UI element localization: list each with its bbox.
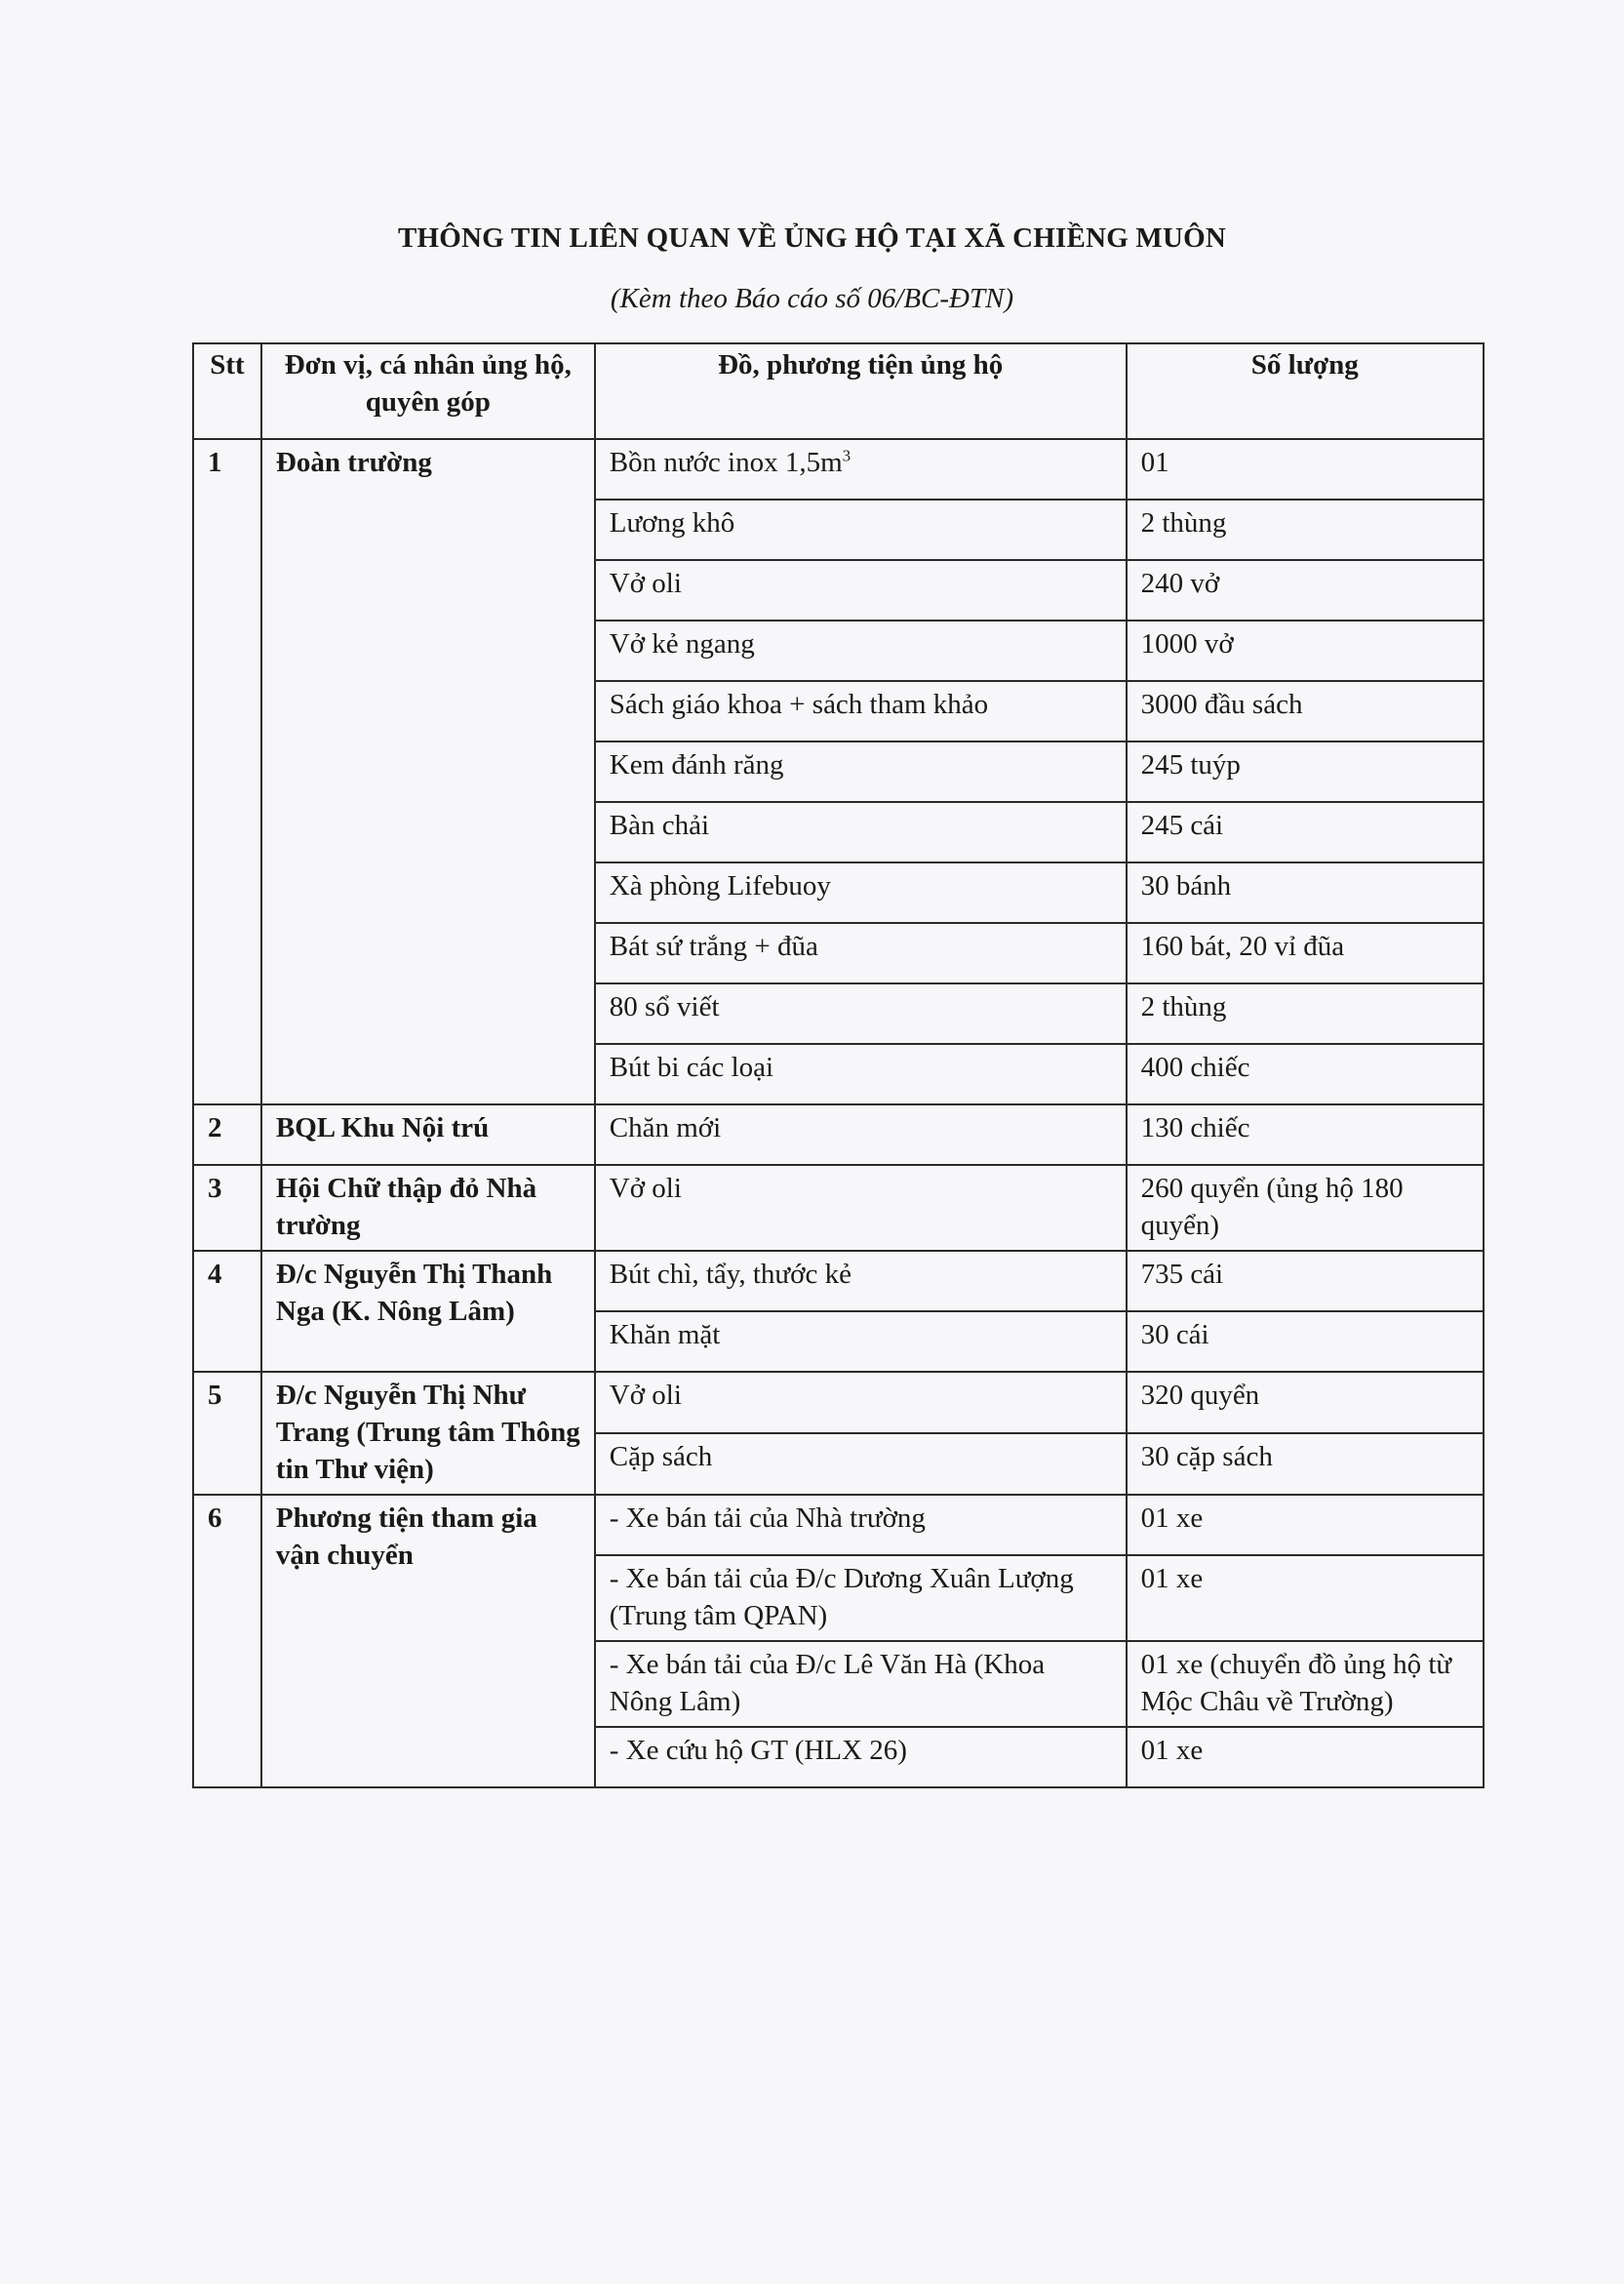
- table-row: [193, 1495, 1484, 1555]
- table-row: [193, 1104, 1484, 1165]
- row-unit: Đoàn trường: [261, 439, 595, 1104]
- row-quantity: 01: [1127, 439, 1484, 500]
- table-row: [193, 439, 1484, 500]
- donation-table: [192, 342, 1485, 1788]
- row-item: [595, 439, 1127, 500]
- row-unit: Đ/c Nguyễn Thị Như Trang (Trung tâm Thông tin Thư viện): [261, 1372, 595, 1495]
- table-row: [193, 1251, 1484, 1311]
- document-subtitle: (Kèm theo Báo cáo số 06/BC-ĐTN): [610, 283, 1014, 314]
- table-header-row: [193, 343, 1484, 439]
- row-quantity: 1000 vở: [1127, 621, 1484, 681]
- row-item: Vở oli: [595, 1372, 1127, 1433]
- row-quantity: 130 chiếc: [1127, 1104, 1484, 1165]
- row-item: Bàn chải: [595, 802, 1127, 862]
- row-quantity: 01 xe: [1127, 1727, 1484, 1787]
- table-row: [193, 1372, 1484, 1433]
- row-item: Vở oli: [595, 560, 1127, 621]
- row-quantity: 30 bánh: [1127, 862, 1484, 923]
- row-quantity: 01 xe: [1127, 1555, 1484, 1641]
- row-quantity: 3000 đầu sách: [1127, 681, 1484, 741]
- row-item: Bút bi các loại: [595, 1044, 1127, 1104]
- header-item: Đồ, phương tiện ủng hộ: [595, 343, 1127, 439]
- row-item: 80 sổ viết: [595, 983, 1127, 1044]
- row-item: Lương khô: [595, 500, 1127, 560]
- row-item: Cặp sách: [595, 1433, 1127, 1495]
- row-item: Xà phòng Lifebuoy: [595, 862, 1127, 923]
- header-stt: Stt: [193, 343, 261, 439]
- row-item-superscript: 3: [842, 446, 852, 465]
- row-quantity: 320 quyển: [1127, 1372, 1484, 1433]
- row-quantity: 735 cái: [1127, 1251, 1484, 1311]
- row-item: Kem đánh răng: [595, 741, 1127, 802]
- row-stt: 1: [193, 439, 261, 1104]
- row-quantity: 240 vở: [1127, 560, 1484, 621]
- row-quantity: 245 tuýp: [1127, 741, 1484, 802]
- row-quantity: 01 xe (chuyển đồ ủng hộ từ Mộc Châu về Trường): [1127, 1641, 1484, 1727]
- row-quantity: 01 xe: [1127, 1495, 1484, 1555]
- row-quantity: 2 thùng: [1127, 500, 1484, 560]
- header-unit: Đơn vị, cá nhân ủng hộ, quyên góp: [261, 343, 595, 439]
- row-stt: 4: [193, 1251, 261, 1372]
- row-item: - Xe bán tải của Đ/c Dương Xuân Lượng (Trung tâm QPAN): [595, 1555, 1127, 1641]
- row-quantity: 160 bát, 20 vỉ đũa: [1127, 923, 1484, 983]
- row-quantity: 260 quyển (ủng hộ 180 quyển): [1127, 1165, 1484, 1251]
- row-item: Chăn mới: [595, 1104, 1127, 1165]
- row-quantity: 400 chiếc: [1127, 1044, 1484, 1104]
- header-quantity: Số lượng: [1127, 343, 1484, 439]
- row-stt: 2: [193, 1104, 261, 1165]
- row-unit: Đ/c Nguyễn Thị Thanh Nga (K. Nông Lâm): [261, 1251, 595, 1372]
- row-item: - Xe bán tải của Đ/c Lê Văn Hà (Khoa Nông Lâm): [595, 1641, 1127, 1727]
- row-item: Vở oli: [595, 1165, 1127, 1251]
- row-item: - Xe cứu hộ GT (HLX 26): [595, 1727, 1127, 1787]
- row-item: - Xe bán tải của Nhà trường: [595, 1495, 1127, 1555]
- row-unit: Phương tiện tham gia vận chuyển: [261, 1495, 595, 1787]
- row-item-text: Bồn nước inox 1,5m: [609, 447, 843, 478]
- row-unit: BQL Khu Nội trú: [261, 1104, 595, 1165]
- row-stt: 6: [193, 1495, 261, 1787]
- document-title: THÔNG TIN LIÊN QUAN VỀ ỦNG HỘ TẠI XÃ CHIỀNG MUÔN: [397, 222, 1227, 254]
- row-item: Sách giáo khoa + sách tham khảo: [595, 681, 1127, 741]
- table-row: [193, 1165, 1484, 1251]
- row-item: Vở kẻ ngang: [595, 621, 1127, 681]
- row-item: Khăn mặt: [595, 1311, 1127, 1372]
- row-quantity: 30 cặp sách: [1127, 1433, 1484, 1495]
- row-quantity: 2 thùng: [1127, 983, 1484, 1044]
- row-item: Bút chì, tẩy, thước kẻ: [595, 1251, 1127, 1311]
- row-item: Bát sứ trắng + đũa: [595, 923, 1127, 983]
- row-stt: 3: [193, 1165, 261, 1251]
- row-quantity: 30 cái: [1127, 1311, 1484, 1372]
- row-unit: Hội Chữ thập đỏ Nhà trường: [261, 1165, 595, 1251]
- row-stt: 5: [193, 1372, 261, 1495]
- row-quantity: 245 cái: [1127, 802, 1484, 862]
